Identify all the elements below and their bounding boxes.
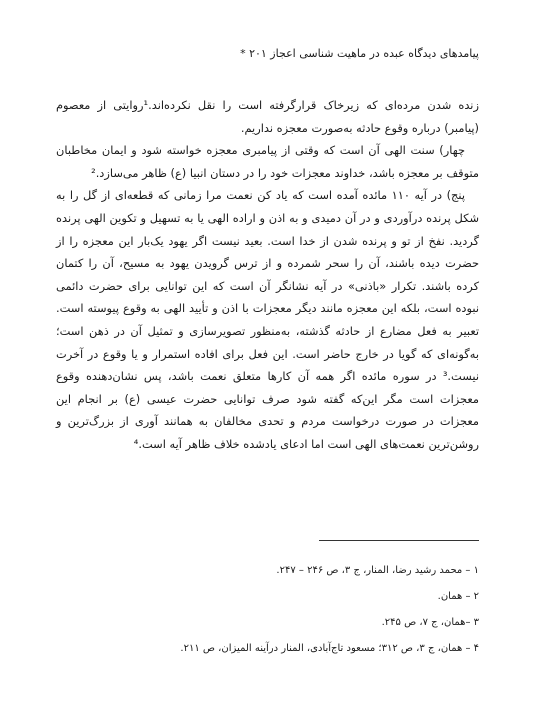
footnote-separator bbox=[319, 540, 479, 541]
footnote: ۲ – همان. bbox=[437, 591, 479, 602]
running-header: پیامدهای دیدگاه عبده در ماهیت شناسی اعجاز ‪*‬ ۲۰۱ bbox=[240, 47, 479, 60]
paragraph: پنج) در آیه ۱۱۰ مائده آمده است که یاد کن نعمت مرا زمانی که قطعه‌ای از گل را به شکل پرنده درآوردی و در آن دمیدی و به اذن و اراده الهی یا به تسهیل و تکوین الهی پرنده گردید. نفخ از تو و پرنده شدن از خدا است. بعید نیست اگر یهود یک‌بار این معجزه را از حضرت دیده باشند، آن را سحر شمرده و از ترس گرویدن یهود به مسیح، آن را کتمان کرده باشند. تکرار «باذنی» در آیه نشانگر آن است که این توانایی برای حضرت دائمی نبوده است، بلکه این معجزه مانند دیگر معجزات با اذن و تأیید الهی به وقوع پیوسته است. تعبیر به فعل مضارع از حادثه گذشته، به‌منظور تصویرسازی و تمثیل آن در ذهن است؛ به‌گونه‌ای که گویا در خارج حاضر است. این فعل برای افاده استمرار و یا وقوع در آخرت نیست.³ در سوره مائده اگر همه آن کارها متعلق نعمت باشد، پس نشان‌دهنده وقوع معجزات است مگر این‌که گفته شود صرف توانایی حضرت عیسی (ع) بر انجام این معجزات در صورت درخواست مردم و تحدی مخالفان به همانند آوری از بزرگ‌ترین و روشن‌ترین نعمت‌های الهی است اما ادعای یادشده خلاف ظاهر آیه است.⁴ bbox=[56, 188, 479, 451]
footnote: ۳ –همان، ج ۷، ص ۲۴۵. bbox=[381, 617, 479, 628]
paragraph: چهار) سنت الهی آن است که وقتی از پیامبری معجزه خواسته شود و ایمان مخاطبان متوقف بر معجزه باشد، خداوند معجزات خود را در دستان انبیا (ع) ظاهر می‌سازد.² bbox=[56, 143, 479, 180]
main-text bbox=[56, 94, 479, 456]
footnote: ۴ – همان، ج ۳، ص ۳۱۲؛ مسعود تاج‌آبادی، المنار درآینه المیزان، ص ۲۱۱. bbox=[180, 643, 479, 654]
paragraph: زنده شدن مرده‌ای که زیرخاک قرارگرفته است را نقل نکرده‌اند.¹روایتی از معصوم (پیامبر) درباره وقوع حادثه به‌صورت معجزه نداریم. bbox=[56, 98, 479, 135]
footnotes bbox=[56, 558, 479, 662]
footnote: ۱ – محمد رشید رضا، المنار، ج ۳، ص ۲۴۶ – ۲۴۷. bbox=[276, 565, 479, 576]
